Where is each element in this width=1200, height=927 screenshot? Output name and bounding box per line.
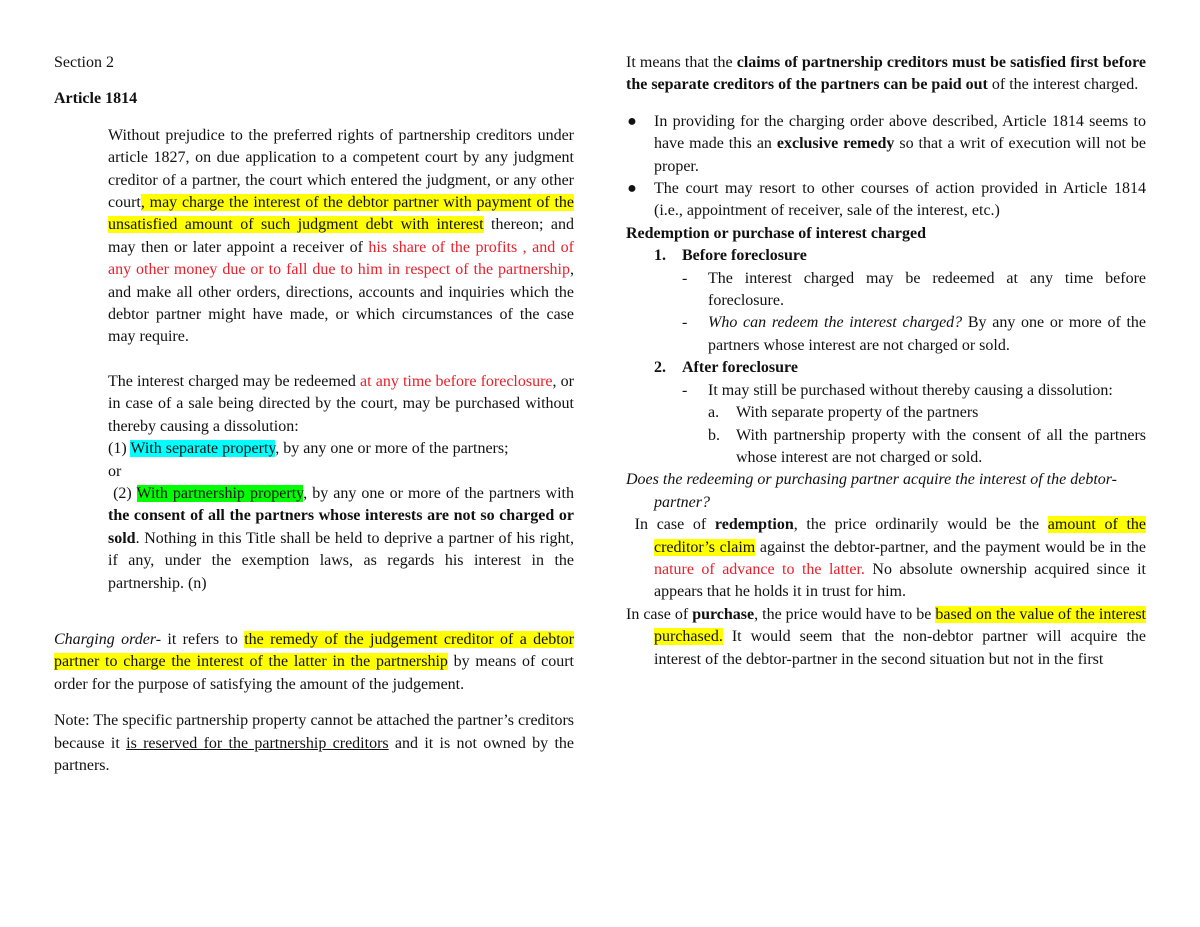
article-paragraph-2: The interest charged may be redeemed at any time before foreclosure, or in case of a sale being directed by the court, may be purchased without thereby causing a dissolution: bbox=[108, 372, 575, 435]
redemption-paragraph: In case of redemption, the price ordinarily would be the amount of the creditor’s claim against the debtor-partner, and the payment would be in the nature of advance to the latter. No absolute ownership acquired since it appears that he holds it in trust for him. bbox=[626, 516, 1147, 601]
bold-claims: claims of partnership creditors must be satisfied first before the separate creditors of the partners can be paid out bbox=[626, 54, 1147, 94]
bullet-item-other-courses: ● The court may resort to other courses of action provided in Article 1814 (i.e., appointment of receiver, sale of the interest, etc.) bbox=[627, 180, 1146, 220]
note-paragraph: Note: The specific partnership property cannot be attached the partner’s creditors because it is reserved for the partnership creditors and it is not owned by the partners. bbox=[54, 712, 575, 774]
dash-item-redeemed-anytime: - The interest charged may be redeemed at any time before foreclosure. bbox=[682, 269, 1146, 310]
option-partnership-property: (2) With partnership property, by any one or more of the partners with the consent of all the partners whose interests are not so charged or sold. Nothing in this Title shall be held to deprive a partner of his right, if any, under the exemption laws, as regards his interest in the partnership. (n) bbox=[108, 484, 574, 592]
highlight-charge-interest: , may charge the interest of the debtor partner with payment of the unsatisfied amount of such judgment debt with interest bbox=[108, 194, 574, 234]
bullet-icon: ● bbox=[627, 112, 637, 130]
question-line: Does the redeeming or purchasing partner acquire the interest of the debtor-partner? bbox=[626, 471, 1117, 511]
article-heading: Article 1814 bbox=[54, 90, 138, 108]
charging-order-term: Charging order- bbox=[54, 630, 162, 648]
option-separate-property: (1) With separate property, by any one or more of the partners; bbox=[108, 440, 509, 458]
purchase-paragraph: In case of purchase, the price would have to be based on the value of the interest purchased. It would seem that the non-debtor partner will acquire the interest of the debtor-partner in the second situation but not in the first bbox=[626, 605, 1146, 668]
intro-paragraph: It means that the claims of partnership creditors must be satisfied first before the separate creditors of the partners can be paid out of the interest charged. bbox=[626, 54, 1147, 94]
right-column bbox=[626, 52, 1146, 671]
list-item-after-foreclosure: 2. After foreclosure bbox=[654, 359, 798, 377]
highlight-creditor-claim: amount of the creditor’s claim bbox=[654, 516, 1147, 556]
left-column bbox=[54, 52, 574, 777]
bullet-icon: ● bbox=[627, 180, 637, 198]
highlight-value-purchased: based on the value of the interest purchased. bbox=[654, 605, 1146, 646]
bold-consent: the consent of all the partners whose interests are not so charged or sold bbox=[108, 507, 574, 547]
article-paragraph-1: Without prejudice to the preferred rights of partnership creditors under article 1827, on due application to a competent court by any judgment creditor of a partner, the court which entered the judgment, or any other court, may charge the interest of the debtor partner with payment of the unsatisfied amount of such judgment debt with interest thereon; and may then or later appoint a receiver of his share of the profits , and of any other money due or to fall due to him in respect of the partnership, and make all other orders, directions, accounts and inquiries which the debtor partner might have made, or which circumstances of the case may require. bbox=[108, 126, 574, 346]
redemption-heading: Redemption or purchase of interest charged bbox=[626, 224, 926, 242]
dash-item-who-can-redeem: - Who can redeem the interest charged? By any one or more of the partners whose interest are not charged or sold. bbox=[682, 314, 1147, 354]
section-label: Section 2 bbox=[54, 54, 114, 71]
sub-item-a: a. With separate property of the partners bbox=[708, 404, 979, 422]
bullet-list bbox=[626, 111, 1146, 223]
red-share-of-profits: his share of the profits , and of any other money due or to fall due to him in respect of the partnership bbox=[108, 238, 574, 279]
or-word: or bbox=[108, 462, 122, 480]
sub-item-b: b. With partnership property with the consent of all the partners whose interest are not charged or sold. bbox=[708, 426, 1146, 466]
underline-reserved: is reserved for the partnership creditors bbox=[126, 734, 389, 752]
highlight-separate-property: With separate property bbox=[130, 440, 276, 458]
bold-exclusive-remedy: exclusive remedy bbox=[776, 135, 895, 153]
highlight-partnership-property: With partnership property bbox=[136, 484, 304, 502]
red-before-foreclosure: at any time before foreclosure bbox=[360, 372, 553, 390]
highlight-remedy: the remedy of the judgement creditor of a debtor partner to charge the interest of the latter in the partnership bbox=[54, 630, 575, 671]
red-nature-of-advance: nature of advance to the latter. bbox=[654, 560, 865, 578]
bullet-item-exclusive-remedy: ● In providing for the charging order above described, Article 1814 seems to have made this an exclusive remedy so that a writ of execution will not be proper. bbox=[627, 112, 1146, 175]
list-item-before-foreclosure: 1. Before foreclosure bbox=[654, 247, 807, 265]
dash-item-may-be-purchased: - It may still be purchased without thereby causing a dissolution: bbox=[682, 381, 1113, 399]
charging-order-definition: Charging order- it refers to the remedy of the judgement creditor of a debtor partner to charge the interest of the latter in the partnership by means of court order for the purpose of satisfying the amount of the judgement. bbox=[54, 630, 575, 693]
